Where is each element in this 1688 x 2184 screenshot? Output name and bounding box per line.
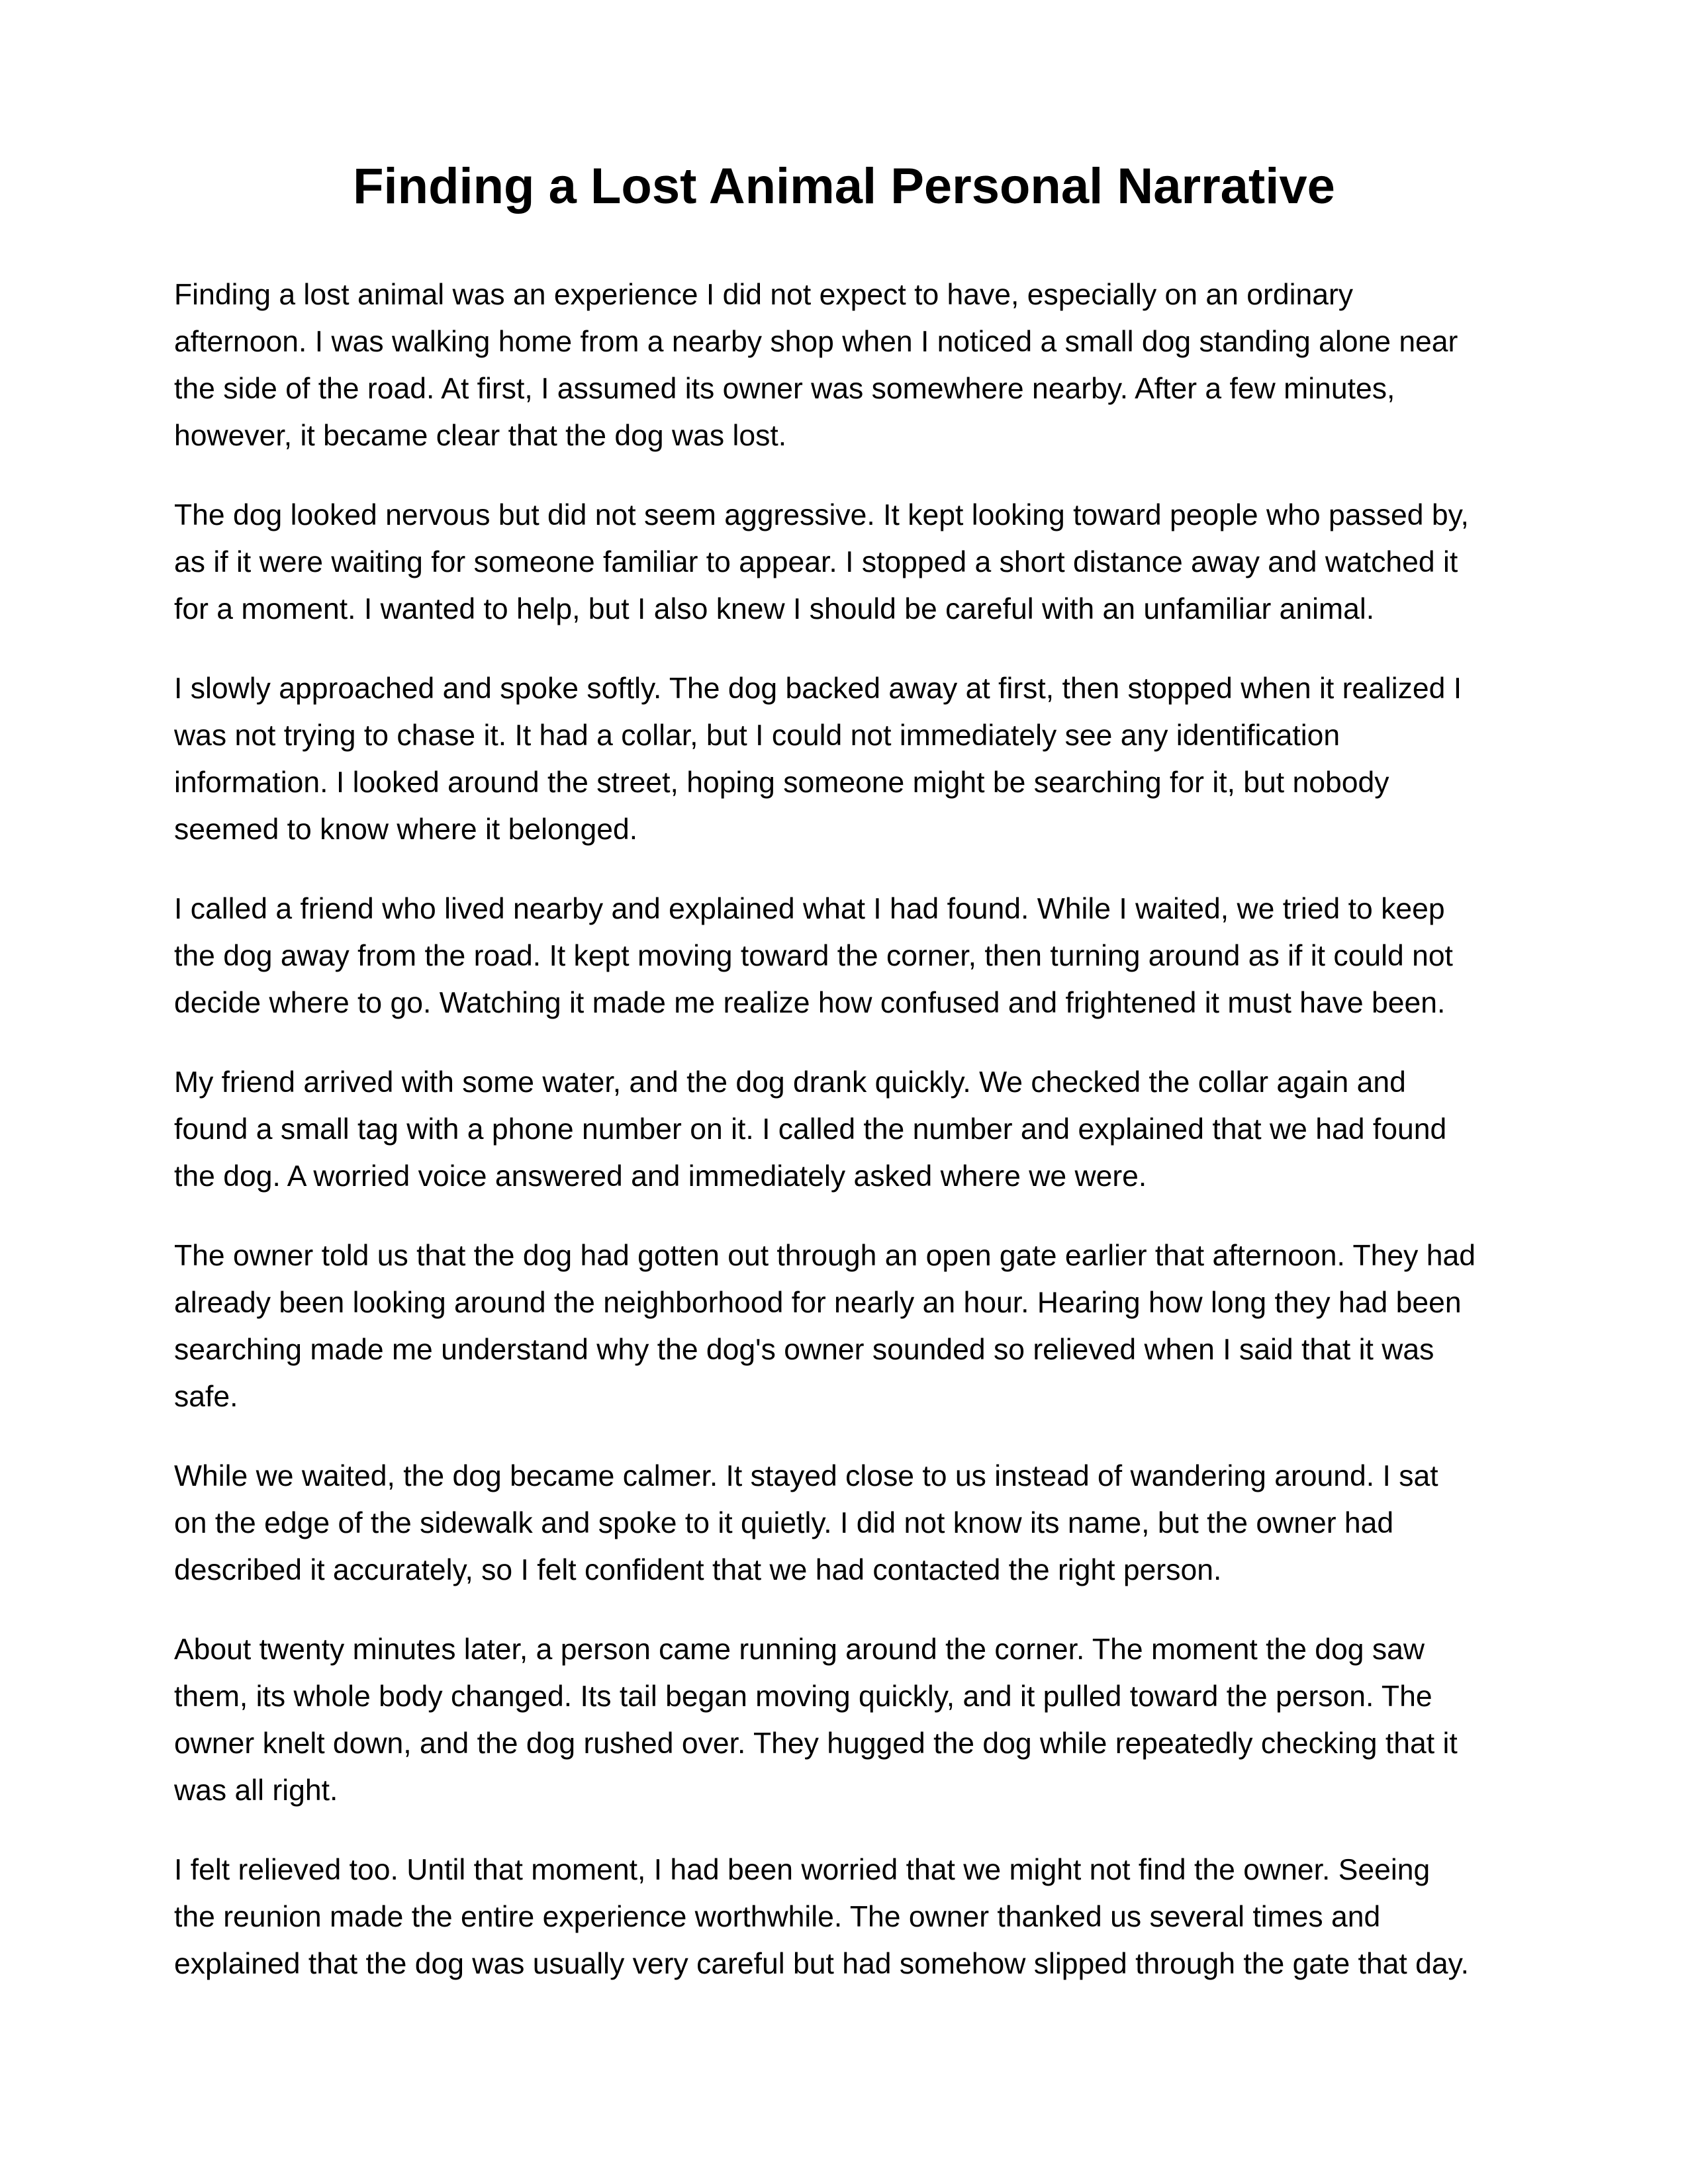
text-line: described it accurately, so I felt confident that we had contacted the right person. [174, 1554, 1222, 1586]
text-line: the dog. A worried voice answered and immediately asked where we were. [174, 1160, 1147, 1193]
text-line: the side of the road. At first, I assumed its owner was somewhere nearby. After a few minutes, [174, 373, 1395, 405]
document-title: Finding a Lost Animal Personal Narrative [353, 158, 1335, 214]
text-line: searching made me understand why the dog's owner sounded so relieved when I said that it was [174, 1334, 1434, 1366]
text-line: The dog looked nervous but did not seem aggressive. It kept looking toward people who passed by, [174, 499, 1469, 531]
text-line: however, it became clear that the dog was lost. [174, 420, 787, 452]
text-line: for a moment. I wanted to help, but I also knew I should be careful with an unfamiliar animal. [174, 593, 1375, 625]
paragraph-9 [174, 1846, 1524, 1987]
paragraph-7 [174, 1453, 1524, 1594]
text-line: safe. [174, 1381, 238, 1413]
text-line: I slowly approached and spoke softly. The dog backed away at first, then stopped when it realized I [174, 672, 1462, 705]
text-line: I called a friend who lived nearby and explained what I had found. While I waited, we tried to keep [174, 893, 1445, 925]
paragraph-8 [174, 1626, 1524, 1814]
text-line: decide where to go. Watching it made me realize how confused and frightened it must have been. [174, 987, 1446, 1019]
text-line: already been looking around the neighborhood for nearly an hour. Hearing how long they had been [174, 1287, 1462, 1319]
text-line: I felt relieved too. Until that moment, I had been worried that we might not find the owner. Seeing [174, 1854, 1430, 1886]
text-line: information. I looked around the street, hoping someone might be searching for it, but nobody [174, 766, 1389, 799]
paragraph-1 [174, 271, 1524, 459]
text-line: explained that the dog was usually very careful but had somehow slipped through the gate that day. [174, 1948, 1469, 1980]
paragraph-2 [174, 492, 1524, 633]
text-line: The owner told us that the dog had gotten out through an open gate earlier that afternoon. They had [174, 1240, 1476, 1272]
text-line: About twenty minutes later, a person came running around the corner. The moment the dog saw [174, 1633, 1425, 1666]
text-line: Finding a lost animal was an experience I did not expect to have, especially on an ordinary [174, 279, 1354, 311]
paragraph-3 [174, 665, 1524, 853]
text-line: was not trying to chase it. It had a collar, but I could not immediately see any identification [174, 719, 1340, 752]
text-line: afternoon. I was walking home from a nearby shop when I noticed a small dog standing alone near [174, 326, 1458, 358]
text-line: on the edge of the sidewalk and spoke to it quietly. I did not know its name, but the owner had [174, 1507, 1394, 1539]
text-line: was all right. [174, 1774, 338, 1807]
text-line: the dog away from the road. It kept moving toward the corner, then turning around as if it could not [174, 940, 1453, 972]
paragraph-5 [174, 1059, 1524, 1200]
text-line: owner knelt down, and the dog rushed over. They hugged the dog while repeatedly checking that it [174, 1727, 1458, 1760]
text-line: While we waited, the dog became calmer. It stayed close to us instead of wandering around. I sat [174, 1460, 1438, 1492]
text-line: seemed to know where it belonged. [174, 813, 638, 846]
text-line: as if it were waiting for someone familiar to appear. I stopped a short distance away and watched it [174, 546, 1458, 578]
document-body [174, 271, 1524, 2020]
text-line: My friend arrived with some water, and the dog drank quickly. We checked the collar again and [174, 1066, 1406, 1099]
paragraph-6 [174, 1232, 1524, 1420]
text-line: them, its whole body changed. Its tail began moving quickly, and it pulled toward the person. The [174, 1680, 1432, 1713]
text-line: found a small tag with a phone number on it. I called the number and explained that we had found [174, 1113, 1447, 1146]
text-line: the reunion made the entire experience worthwhile. The owner thanked us several times and [174, 1901, 1381, 1933]
paragraph-4 [174, 886, 1524, 1026]
